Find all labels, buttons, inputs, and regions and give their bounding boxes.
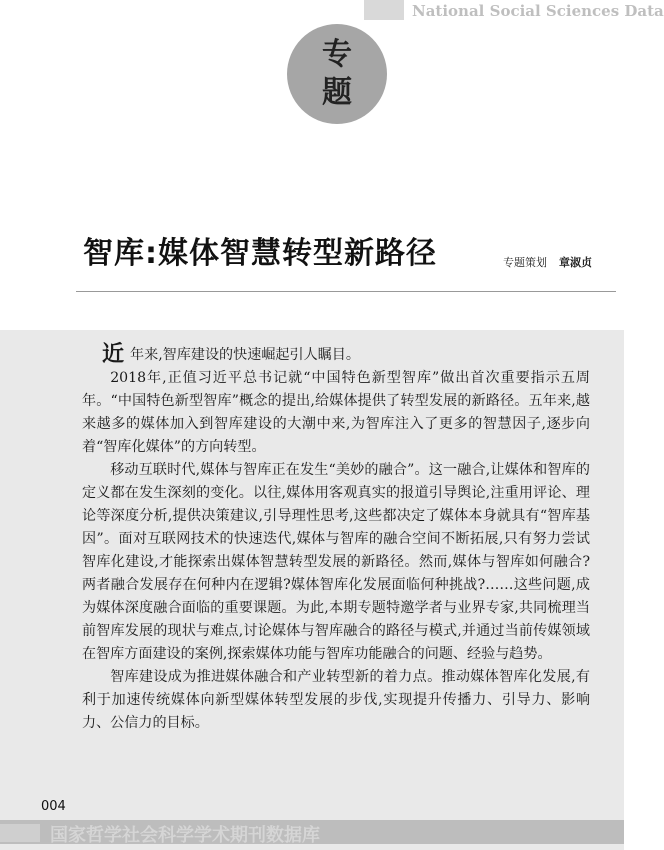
watermark-bottom-text: 国家哲学社会科学学术期刊数据库: [50, 825, 320, 846]
watermark-bottom: [0, 820, 624, 844]
watermark-top: [364, 0, 664, 26]
watermark-top-text: National Social Sciences Data: [412, 2, 664, 20]
paragraph-1-text: 年来,智库建设的快速崛起引人瞩目。: [130, 347, 360, 363]
paragraph-1: [82, 343, 590, 367]
byline-author: 章淑贞: [559, 256, 592, 269]
article-title: 智库:媒体智慧转型新路径: [83, 236, 437, 271]
page-number: 004: [41, 799, 66, 814]
badge-char-2: 题: [322, 75, 352, 110]
byline: [503, 254, 592, 270]
paragraph-3: 移动互联时代,媒体与智库正在发生“美妙的融合”。这一融合,让媒体和智库的定义都在发生深刻的变化。以往,媒体用客观真实的报道引导舆论,注重用评论、理论等深度分析,提供决策建议,引导理性思考,这些都决定了媒体本身就具有“智库基因”。面对互联网技术的快速迭代,媒体与智库的融合空间不断拓展,只有努力尝试智库化建设,才能探索出媒体智慧转型发展的新路径。然而,媒体与智库如何融合?两者融合发展存在何种内在逻辑?媒体智库化发展面临何种挑战?……这些问题,成为媒体深度融合面临的重要课题。为此,本期专题特邀学者与业界专家,共同梳理当前智库发展的现状与难点,讨论媒体与智库融合的路径与模式,并通过当前传媒领域在智库方面建设的案例,探索媒体功能与智库功能融合的问题、经验与趋势。: [82, 462, 590, 662]
section-badge: [287, 24, 387, 124]
drop-cap: 近: [102, 342, 125, 367]
watermark-logo: [364, 0, 404, 20]
paragraph-4: 智库建设成为推进媒体融合和产业转型新的着力点。推动媒体智库化发展,有利于加速传统媒体向新型媒体转型发展的步伐,实现提升传播力、引导力、影响力、公信力的目标。: [82, 669, 590, 731]
badge-char-1: 专: [322, 37, 352, 72]
paragraph-2: 2018年,正值习近平总书记就“中国特色新型智库”做出首次重要指示五周年。“中国特色新型智库”概念的提出,给媒体提供了转型发展的新路径。五年来,越来越多的媒体加入到智库建设的大潮中来,为智库注入了更多的智慧因子,逐步向着“智库化媒体”的方向转型。: [82, 370, 590, 455]
watermark-bottom-logo: [0, 824, 40, 842]
article-body: [82, 343, 590, 735]
title-divider: [76, 291, 616, 292]
byline-label: 专题策划: [503, 256, 547, 269]
